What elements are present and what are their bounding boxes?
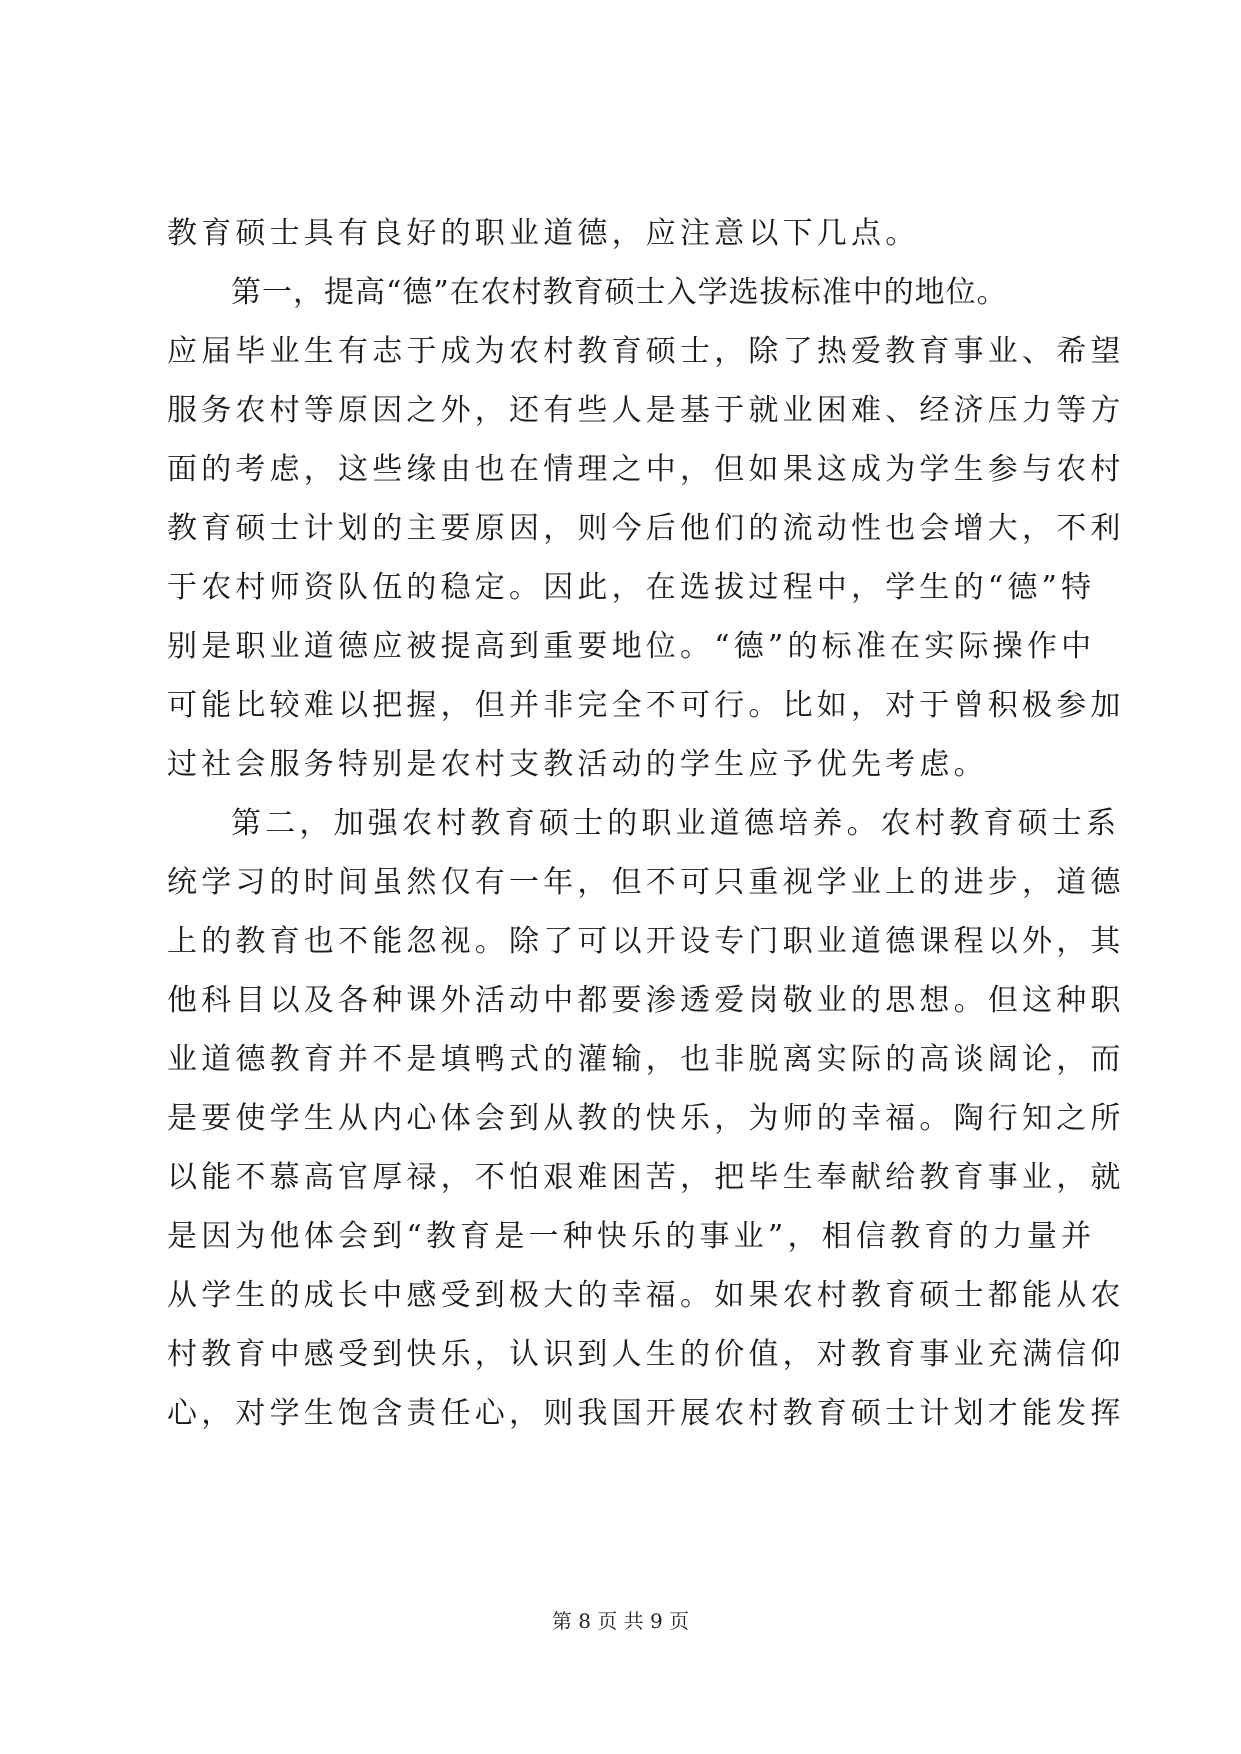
text-line: 是因为他体会到“教育是一种快乐的事业”，相信教育的力量并 [167, 1219, 1096, 1254]
paragraph-first-line: 第一，提高“德”在农村教育硕士入学选拔标准中的地位。 [231, 275, 1008, 310]
body-text [167, 204, 1125, 1443]
text-line: 别是职业道德应被提高到重要地位。“德”的标准在实际操作中 [167, 629, 1096, 664]
text-line: 服务农村等原因之外，还有些人是基于就业困难、经济压力等方 [167, 393, 1125, 428]
text-line: 于农村师资队伍的稳定。因此，在选拔过程中，学生的“德”特 [167, 570, 1096, 605]
paragraph-first-line: 第二，加强农村教育硕士的职业道德培养。农村教育硕士系 [231, 806, 1121, 841]
text-line: 统学习的时间虽然仅有一年，但不可只重视学业上的进步，道德 [167, 865, 1125, 900]
text-line: 应届毕业生有志于成为农村教育硕士，除了热爱教育事业、希望 [167, 334, 1125, 369]
text-line: 是要使学生从内心体会到从教的快乐，为师的幸福。陶行知之所 [167, 1101, 1125, 1136]
text-line: 业道德教育并不是填鸭式的灌输，也非脱离实际的高谈阔论，而 [167, 1042, 1125, 1077]
text-line: 教育硕士具有良好的职业道德，应注意以下几点。 [167, 216, 920, 251]
text-line: 面的考虑，这些缘由也在情理之中，但如果这成为学生参与农村 [167, 452, 1125, 487]
text-line: 教育硕士计划的主要原因，则今后他们的流动性也会增大，不利 [167, 511, 1125, 546]
text-line: 村教育中感受到快乐，认识到人生的价值，对教育事业充满信仰 [167, 1337, 1125, 1372]
text-line: 心，对学生饱含责任心，则我国开展农村教育硕士计划才能发挥 [167, 1396, 1125, 1431]
text-line: 过社会服务特别是农村支教活动的学生应予优先考虑。 [167, 747, 988, 782]
text-line: 从学生的成长中感受到极大的幸福。如果农村教育硕士都能从农 [167, 1278, 1125, 1313]
text-line: 以能不慕高官厚禄，不怕艰难困苦，把毕生奉献给教育事业，就 [167, 1160, 1125, 1195]
text-line: 上的教育也不能忽视。除了可以开设专门职业道德课程以外，其 [167, 924, 1125, 959]
page-footer: 第 8 页 共 9 页 [551, 1609, 690, 1633]
text-line: 可能比较难以把握，但并非完全不可行。比如，对于曾积极参加 [167, 688, 1125, 723]
text-line: 他科目以及各种课外活动中都要渗透爱岗敬业的思想。但这种职 [167, 983, 1125, 1018]
